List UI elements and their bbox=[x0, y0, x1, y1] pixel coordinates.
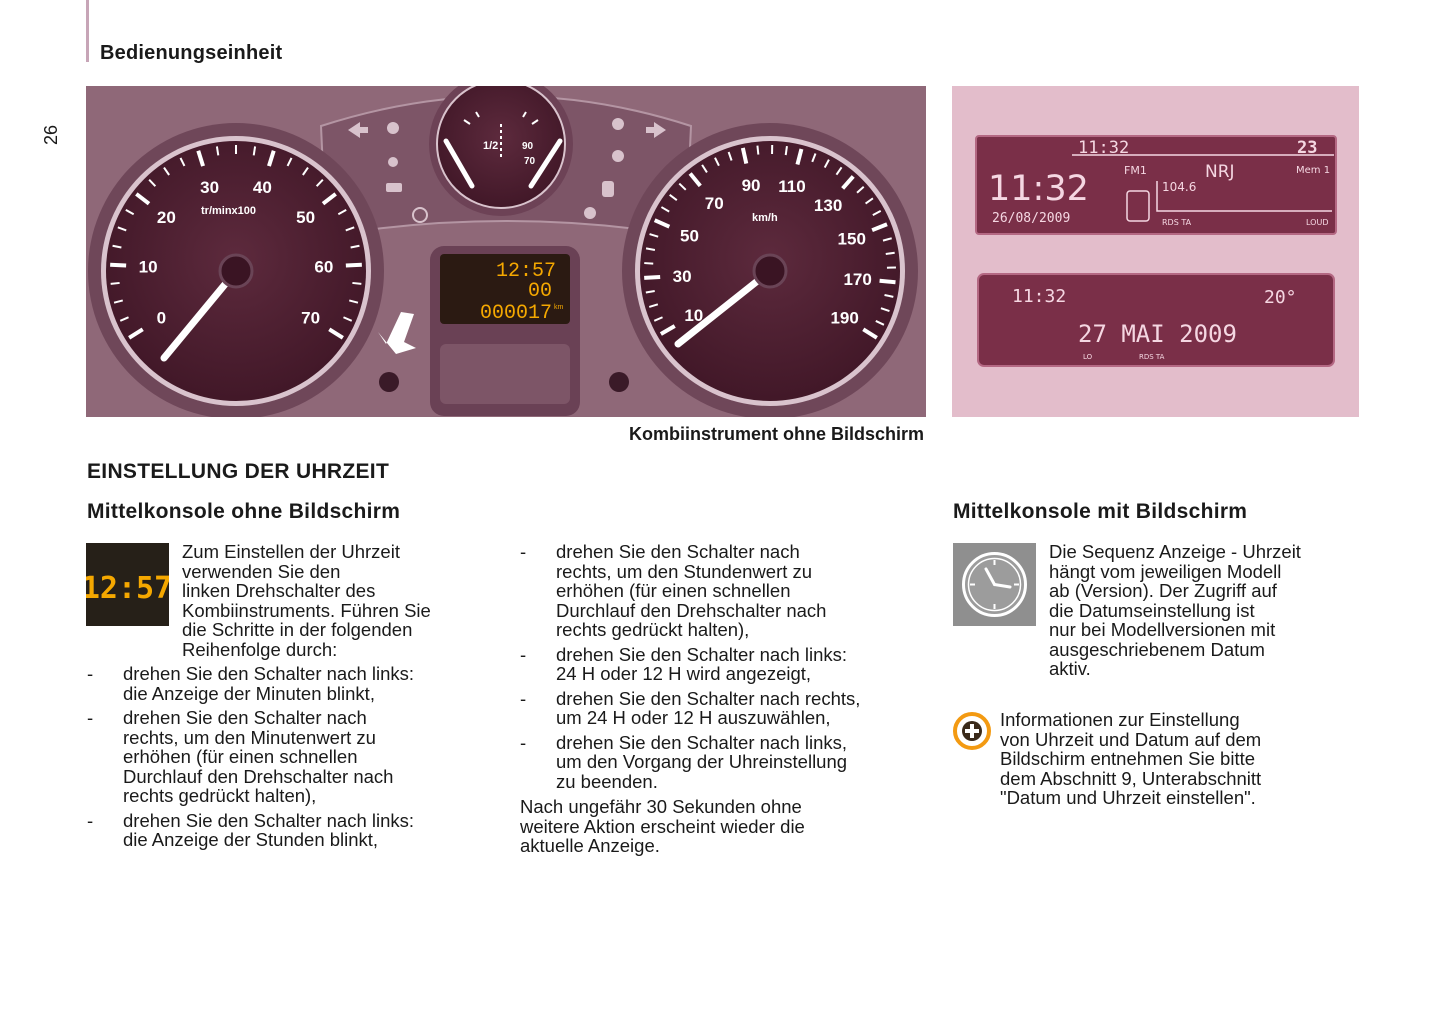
gauge-label: 110 bbox=[778, 176, 806, 196]
section-divider bbox=[86, 0, 89, 62]
text-line: drehen Sie den Schalter nach links: bbox=[556, 643, 848, 665]
screen1-station: NRJ bbox=[1205, 162, 1235, 182]
gauge-tick bbox=[644, 277, 660, 278]
text-line: die Schritte in der folgenden bbox=[182, 619, 413, 640]
clock-icon bbox=[953, 543, 1036, 626]
gauge-label: 150 bbox=[837, 229, 866, 249]
gauge-tick bbox=[217, 146, 218, 155]
text-line: die Anzeige der Minuten blinkt, bbox=[123, 682, 375, 704]
gauge-label: 190 bbox=[830, 308, 859, 328]
gauge-label: 30 bbox=[200, 178, 220, 198]
console-displays-illustration bbox=[952, 86, 1359, 417]
left-subheading: Mittelkonsole ohne Bildschirm bbox=[87, 500, 401, 523]
screen1-date: 26/08/2009 bbox=[992, 211, 1071, 226]
seatbelt-icon bbox=[584, 207, 596, 219]
text-line: drehen Sie den Schalter nach links, bbox=[556, 731, 848, 753]
list-item bbox=[520, 645, 930, 684]
list-item bbox=[520, 733, 930, 792]
text-line: drehen Sie den Schalter nach rechts, bbox=[556, 687, 861, 709]
text-line: um 24 H oder 12 H auszuwählen, bbox=[556, 707, 831, 728]
list-item bbox=[520, 689, 930, 728]
text-line: dem Abschnitt 9, Unterabschnitt bbox=[1000, 767, 1262, 789]
gauge-tick bbox=[786, 146, 787, 155]
screen2-lo: LO bbox=[1083, 353, 1093, 361]
text-line: ab (Version). Der Zugriff auf bbox=[1049, 580, 1277, 601]
page-number: 26 bbox=[41, 124, 61, 146]
text-line: linken Drehschalter des bbox=[182, 580, 376, 601]
screen1-band: FM1 bbox=[1124, 164, 1147, 177]
gauge-label: 30 bbox=[672, 266, 692, 286]
list-bullet: - bbox=[87, 707, 94, 728]
tachometer bbox=[88, 123, 384, 417]
gauge-label: 10 bbox=[684, 306, 704, 325]
right-intro bbox=[1049, 542, 1369, 679]
middle-closing bbox=[520, 797, 930, 856]
gauge-tick bbox=[352, 283, 361, 284]
gauge-label: 170 bbox=[843, 269, 872, 289]
screen2-temp: 20° bbox=[1264, 287, 1297, 308]
gauge-label: 10 bbox=[138, 257, 158, 277]
text-line: von Uhrzeit und Datum auf dem bbox=[1000, 728, 1262, 750]
text-line: um den Vorgang der Uhreinstellung bbox=[556, 751, 848, 772]
text-line: hängt vom jeweiligen Modell bbox=[1049, 560, 1282, 582]
screen1-loud: LOUD bbox=[1306, 218, 1329, 227]
instrument-cluster-illustration bbox=[86, 86, 926, 417]
center-display bbox=[430, 246, 580, 416]
list-item bbox=[87, 708, 507, 806]
door-icon bbox=[602, 181, 614, 197]
gauge-label: 50 bbox=[680, 226, 699, 246]
display-time: 12:57 bbox=[495, 260, 556, 283]
digital-clock-icon bbox=[86, 543, 169, 626]
main-heading: EINSTELLUNG DER UHRZEIT bbox=[87, 460, 390, 483]
screen1-top-time: 11:32 bbox=[1078, 138, 1130, 158]
text-line: 24 H oder 12 H wird angezeigt, bbox=[556, 663, 812, 684]
list-bullet: - bbox=[520, 687, 527, 709]
text-line: weitere Aktion erscheint wieder die bbox=[520, 815, 805, 837]
right-subheading: Mittelkonsole mit Bildschirm bbox=[953, 500, 1248, 523]
text-line: Bildschirm entnehmen Sie bitte bbox=[1000, 748, 1256, 769]
gauge-tick bbox=[644, 263, 653, 264]
text-line: drehen Sie den Schalter nach links: bbox=[123, 663, 415, 684]
list-item bbox=[520, 542, 930, 640]
gauge-tick bbox=[880, 281, 896, 282]
gauge-tick bbox=[111, 283, 120, 284]
text-line: drehen Sie den Schalter nach bbox=[123, 707, 367, 728]
gauge-temp-high: 90 bbox=[522, 141, 534, 152]
left-intro bbox=[182, 542, 502, 659]
gauge-half-label: 1/2 bbox=[483, 140, 499, 152]
text-line: die Datumseinstellung ist bbox=[1049, 599, 1255, 621]
screen1-big-time: 11:32 bbox=[988, 169, 1089, 209]
text-line: Informationen zur Einstellung bbox=[1000, 709, 1240, 730]
list-bullet: - bbox=[87, 663, 94, 684]
list-item bbox=[87, 811, 507, 850]
text-line: erhöhen (für einen schnellen bbox=[556, 580, 791, 601]
screen1-rds: RDS TA bbox=[1162, 218, 1192, 227]
clock-icon-digits: 12:57 bbox=[86, 571, 169, 606]
fog-light-icon bbox=[612, 118, 624, 130]
battery-icon bbox=[386, 183, 402, 192]
gauge-label: 60 bbox=[314, 257, 334, 277]
gauge-tick bbox=[346, 265, 362, 266]
display-odometer: 000017 bbox=[479, 302, 552, 325]
screen2-rds: RDS TA bbox=[1139, 353, 1165, 361]
text-line: Reihenfolge durch: bbox=[182, 638, 338, 660]
text-line: aktiv. bbox=[1049, 658, 1091, 679]
left-knob bbox=[379, 372, 399, 392]
gauge-label: 70 bbox=[301, 308, 321, 328]
right-knob bbox=[609, 372, 629, 392]
list-bullet: - bbox=[520, 643, 527, 665]
gauge-label: 0 bbox=[156, 308, 167, 328]
figure-caption: Kombiinstrument ohne Bildschirm bbox=[628, 424, 924, 444]
gauge-temp-low: 70 bbox=[524, 156, 536, 167]
gauge-tick bbox=[886, 253, 895, 254]
text-line: Durchlauf den Drehschalter nach bbox=[556, 599, 827, 621]
gauge-tick bbox=[254, 146, 255, 155]
list-bullet: - bbox=[87, 809, 94, 831]
text-line: aktuelle Anzeige. bbox=[520, 835, 660, 856]
text-line: rechts, um den Minutenwert zu bbox=[123, 726, 376, 748]
screen1-mem: Mem 1 bbox=[1296, 165, 1331, 176]
text-line: verwenden Sie den bbox=[182, 560, 341, 582]
screen2-date: 27 MAI 2009 bbox=[1078, 320, 1237, 348]
headlight-icon bbox=[387, 122, 399, 134]
text-line: ausgeschriebenem Datum bbox=[1049, 638, 1265, 660]
speedo-unit: km/h bbox=[752, 212, 778, 224]
text-line: erhöhen (für einen schnellen bbox=[123, 746, 358, 767]
console-displays-svg bbox=[952, 86, 1359, 417]
text-line: rechts gedrückt halten), bbox=[123, 785, 317, 806]
screen1-top-temp: 23 bbox=[1297, 138, 1318, 158]
middle-steps bbox=[520, 542, 930, 796]
screen1-freq: 104.6 bbox=[1162, 180, 1197, 194]
instrument-cluster-svg bbox=[86, 86, 926, 417]
text-line: rechts gedrückt halten), bbox=[556, 619, 750, 640]
display-line2: 00 bbox=[527, 280, 552, 303]
text-line: Die Sequenz Anzeige - Uhrzeit bbox=[1049, 541, 1301, 562]
gauge-label: 70 bbox=[704, 193, 724, 213]
list-bullet: - bbox=[520, 731, 527, 753]
text-line: Kombiinstruments. Führen Sie bbox=[182, 599, 431, 621]
gauge-label: 130 bbox=[813, 195, 843, 215]
section-title: Bedienungseinheit bbox=[100, 42, 283, 64]
text-line: rechts, um den Stundenwert zu bbox=[556, 560, 813, 582]
list-item bbox=[87, 664, 507, 703]
text-line: Nach ungefähr 30 Sekunden ohne bbox=[520, 796, 802, 817]
text-line: drehen Sie den Schalter nach links: bbox=[123, 809, 415, 831]
display-odo-unit: km bbox=[554, 304, 564, 311]
text-line: Durchlauf den Drehschalter nach bbox=[123, 765, 394, 787]
text-line: zu beenden. bbox=[556, 770, 658, 792]
text-line: "Datum und Uhrzeit einstellen". bbox=[1000, 787, 1256, 808]
gauge-label: 20 bbox=[156, 208, 176, 228]
info-plus-icon bbox=[953, 712, 991, 750]
gauge-tick bbox=[757, 146, 758, 155]
rear-fog-icon bbox=[612, 150, 624, 162]
text-line: nur bei Modellversionen mit bbox=[1049, 619, 1276, 640]
left-steps bbox=[87, 664, 507, 855]
text-line: Zum Einstellen der Uhrzeit bbox=[182, 541, 400, 562]
gauge-label: 50 bbox=[296, 208, 316, 228]
list-bullet: - bbox=[520, 541, 527, 562]
gauge-tick bbox=[110, 265, 126, 266]
gauge-label: 40 bbox=[252, 178, 272, 198]
text-line: drehen Sie den Schalter nach bbox=[556, 541, 800, 562]
text-line: die Anzeige der Stunden blinkt, bbox=[123, 829, 379, 850]
gauge-label: 90 bbox=[741, 176, 761, 196]
sidelight-icon bbox=[388, 157, 398, 167]
right-info-note bbox=[1000, 710, 1360, 808]
tacho-unit: tr/minx100 bbox=[201, 205, 257, 217]
screen2-time: 11:32 bbox=[1012, 286, 1067, 307]
speedometer bbox=[622, 123, 918, 417]
